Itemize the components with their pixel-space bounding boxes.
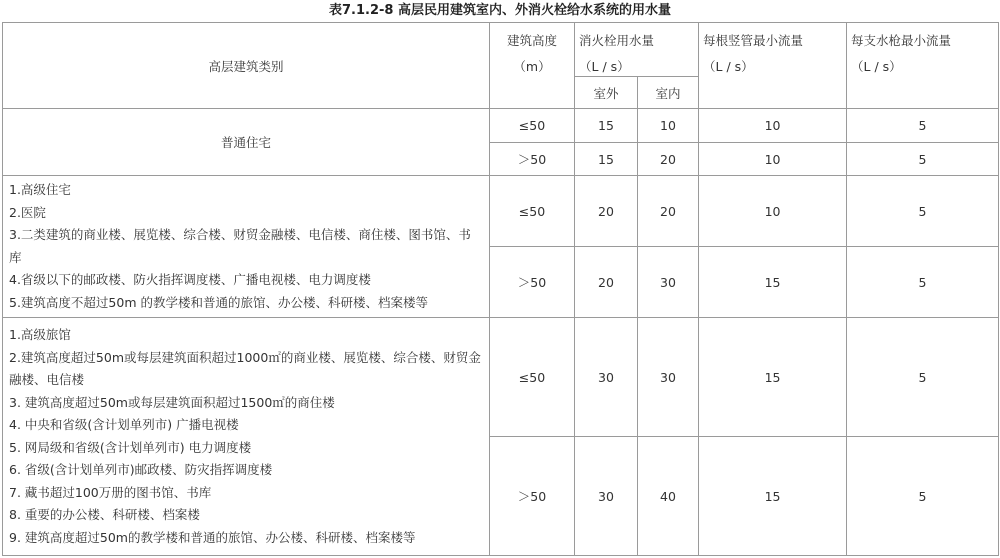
list-item: 6. 省级(含计划单列市)邮政楼、防灾指挥调度楼 <box>9 462 273 477</box>
category-list-group-2 <box>3 176 490 318</box>
list-item: 4. 中央和省级(含计划单列市) 广播电视楼 <box>9 417 239 432</box>
cell-outdoor: 30 <box>575 437 638 556</box>
category-ordinary-residential: 普通住宅 <box>3 109 490 176</box>
cell-indoor: 30 <box>638 318 699 437</box>
header-riser-min-flow: 每根竖管最小流量 （L / s） <box>699 23 847 109</box>
cell-height: ≤50 <box>490 109 575 143</box>
cell-riser: 10 <box>699 109 847 143</box>
cell-nozzle: 5 <box>847 437 999 556</box>
water-usage-table <box>2 22 999 556</box>
list-item: 3.二类建筑的商业楼、展览楼、综合楼、财贸金融楼、电信楼、商住楼、图书馆、书库 <box>9 227 471 265</box>
cell-riser: 15 <box>699 437 847 556</box>
cell-nozzle: 5 <box>847 109 999 143</box>
cell-indoor: 20 <box>638 143 699 176</box>
cell-nozzle: 5 <box>847 318 999 437</box>
cell-nozzle: 5 <box>847 176 999 247</box>
list-item: 1.高级住宅 <box>9 182 71 197</box>
cell-indoor: 30 <box>638 247 699 318</box>
list-item: 5. 网局级和省级(含计划单列市) 电力调度楼 <box>9 439 252 455</box>
category-list-group-3 <box>3 318 490 556</box>
cell-outdoor: 15 <box>575 109 638 143</box>
cell-indoor: 10 <box>638 109 699 143</box>
cell-nozzle: 5 <box>847 247 999 318</box>
cell-riser: 10 <box>699 176 847 247</box>
cell-riser: 15 <box>699 318 847 437</box>
cell-riser: 10 <box>699 143 847 176</box>
table-title: 表7.1.2-8 高层民用建筑室内、外消火栓给水系统的用水量 <box>329 3 671 18</box>
header-hydrant-flow: 消火栓用水量 （L / s） <box>575 23 699 77</box>
list-item: 8. 重要的办公楼、科研楼、档案楼 <box>9 507 200 522</box>
cell-indoor: 20 <box>638 176 699 247</box>
list-item: 3. 建筑高度超过50m或每层建筑面积超过1500㎡的商住楼 <box>9 394 335 410</box>
cell-indoor: 40 <box>638 437 699 556</box>
header-nozzle-min-flow: 每支水枪最小流量 （L / s） <box>847 23 999 109</box>
cell-outdoor: 15 <box>575 143 638 176</box>
cell-height: ＞50 <box>490 247 575 318</box>
list-item: 7. 藏书超过100万册的图书馆、书库 <box>9 484 212 500</box>
list-item: 9. 建筑高度超过50m的教学楼和普通的旅馆、办公楼、科研楼、档案楼等 <box>9 529 416 545</box>
cell-height: ≤50 <box>490 176 575 247</box>
cell-outdoor: 30 <box>575 318 638 437</box>
header-category: 高层建筑类别 <box>3 23 490 109</box>
header-outdoor: 室外 <box>575 77 638 109</box>
list-item: 4.省级以下的邮政楼、防火指挥调度楼、广播电视楼、电力调度楼 <box>9 272 371 287</box>
list-item: 2.建筑高度超过50m或每层建筑面积超过1000㎡的商业楼、展览楼、综合楼、财贸金融楼、电信楼 <box>9 349 481 387</box>
cell-outdoor: 20 <box>575 176 638 247</box>
cell-height: ＞50 <box>490 143 575 176</box>
cell-nozzle: 5 <box>847 143 999 176</box>
list-item: 5.建筑高度不超过50m 的教学楼和普通的旅馆、办公楼、科研楼、档案楼等 <box>9 294 428 310</box>
cell-height: ＞50 <box>490 437 575 556</box>
cell-riser: 15 <box>699 247 847 318</box>
cell-height: ≤50 <box>490 318 575 437</box>
list-item: 1.高级旅馆 <box>9 327 71 342</box>
list-item: 2.医院 <box>9 204 46 220</box>
cell-outdoor: 20 <box>575 247 638 318</box>
header-indoor: 室内 <box>638 77 699 109</box>
header-height: 建筑高度 （m） <box>490 23 575 109</box>
